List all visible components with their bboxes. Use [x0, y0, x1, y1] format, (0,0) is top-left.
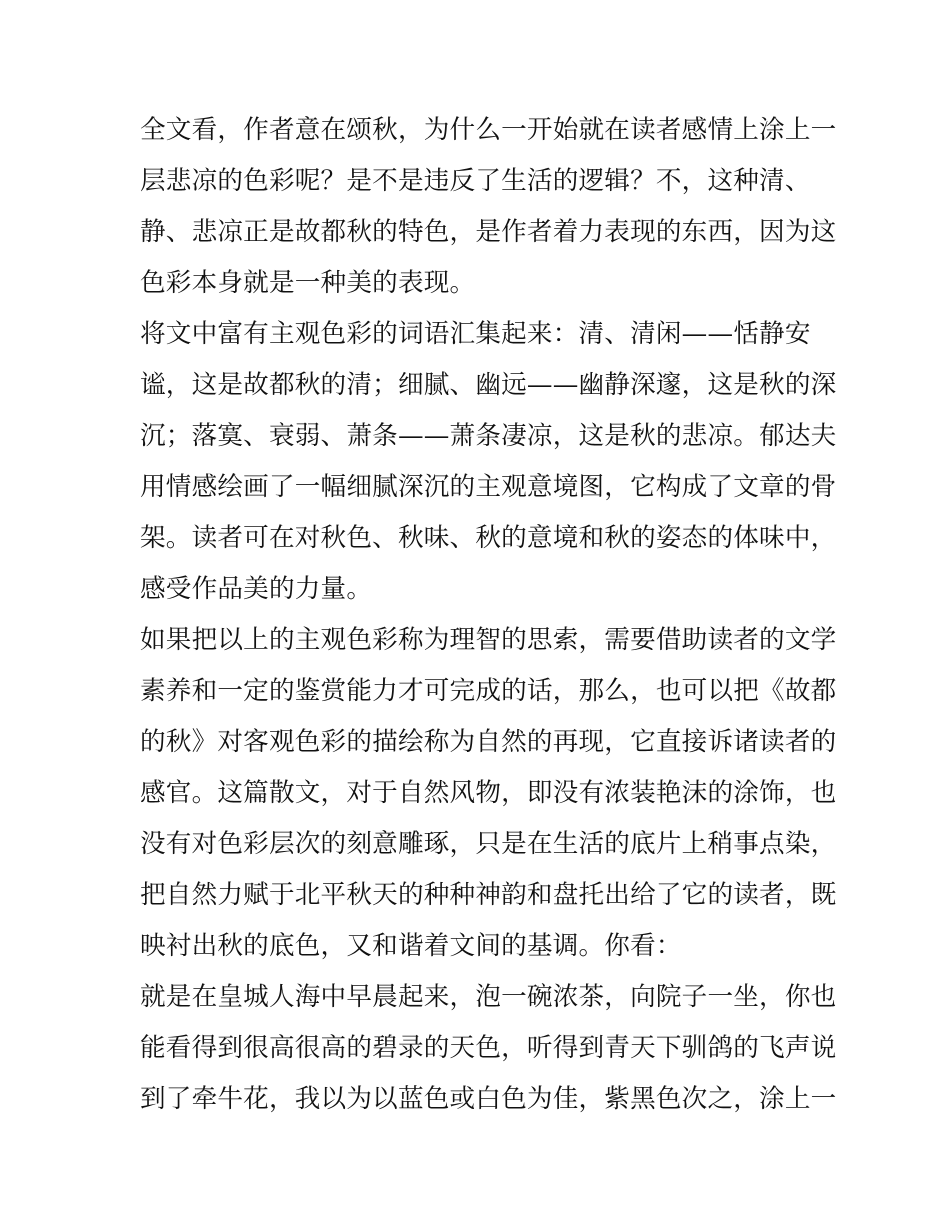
text-line: 感官。这篇散文，对于自然风物，即没有浓装艳沫的涂饰，也	[140, 778, 837, 808]
text-line: 全文看，作者意在颂秋，为什么一开始就在读者感情上涂上一	[140, 115, 837, 145]
text-line: 没有对色彩层次的刻意雕琢，只是在生活的底片上稍事点染，	[140, 829, 837, 859]
text-line: 感受作品美的力量。	[140, 574, 373, 604]
text-line: 色彩本身就是一种美的表现。	[140, 268, 476, 298]
text-line: 素养和一定的鉴赏能力才可完成的话，那么，也可以把《故都	[140, 676, 837, 706]
text-line: 架。读者可在对秋色、秋味、秋的意境和秋的姿态的体味中，	[140, 523, 837, 553]
text-line: 到了牵牛花，我以为以蓝色或白色为佳，紫黑色次之，涂上一	[140, 1084, 837, 1114]
text-line: 静、悲凉正是故都秋的特色，是作者着力表现的东西，因为这	[140, 217, 837, 247]
text-line: 的秋》对客观色彩的描绘称为自然的再现，它直接诉诸读者的	[140, 727, 837, 757]
text-line: 就是在皇城人海中早晨起来，泡一碗浓茶，向院子一坐，你也	[140, 982, 837, 1012]
body-text	[140, 105, 837, 1125]
text-line: 沉；落寞、衰弱、萧条——萧条凄凉，这是秋的悲凉。郁达夫	[140, 421, 837, 451]
text-line: 谧，这是故都秋的清；细腻、幽远——幽静深邃，这是秋的深	[140, 370, 837, 400]
text-line: 用情感绘画了一幅细腻深沉的主观意境图，它构成了文章的骨	[140, 472, 837, 502]
text-line: 层悲凉的色彩呢？是不是违反了生活的逻辑？不，这种清、	[140, 166, 811, 196]
text-line: 能看得到很高很高的碧录的天色，听得到青天下驯鸽的飞声说	[140, 1033, 837, 1063]
text-line: 把自然力赋于北平秋天的种种神韵和盘托出给了它的读者，既	[140, 880, 837, 910]
text-line: 映衬出秋的底色，又和谐着文间的基调。你看：	[140, 931, 682, 961]
text-line: 如果把以上的主观色彩称为理智的思索，需要借助读者的文学	[140, 625, 837, 655]
text-line: 将文中富有主观色彩的词语汇集起来：清、清闲——恬静安	[140, 319, 811, 349]
